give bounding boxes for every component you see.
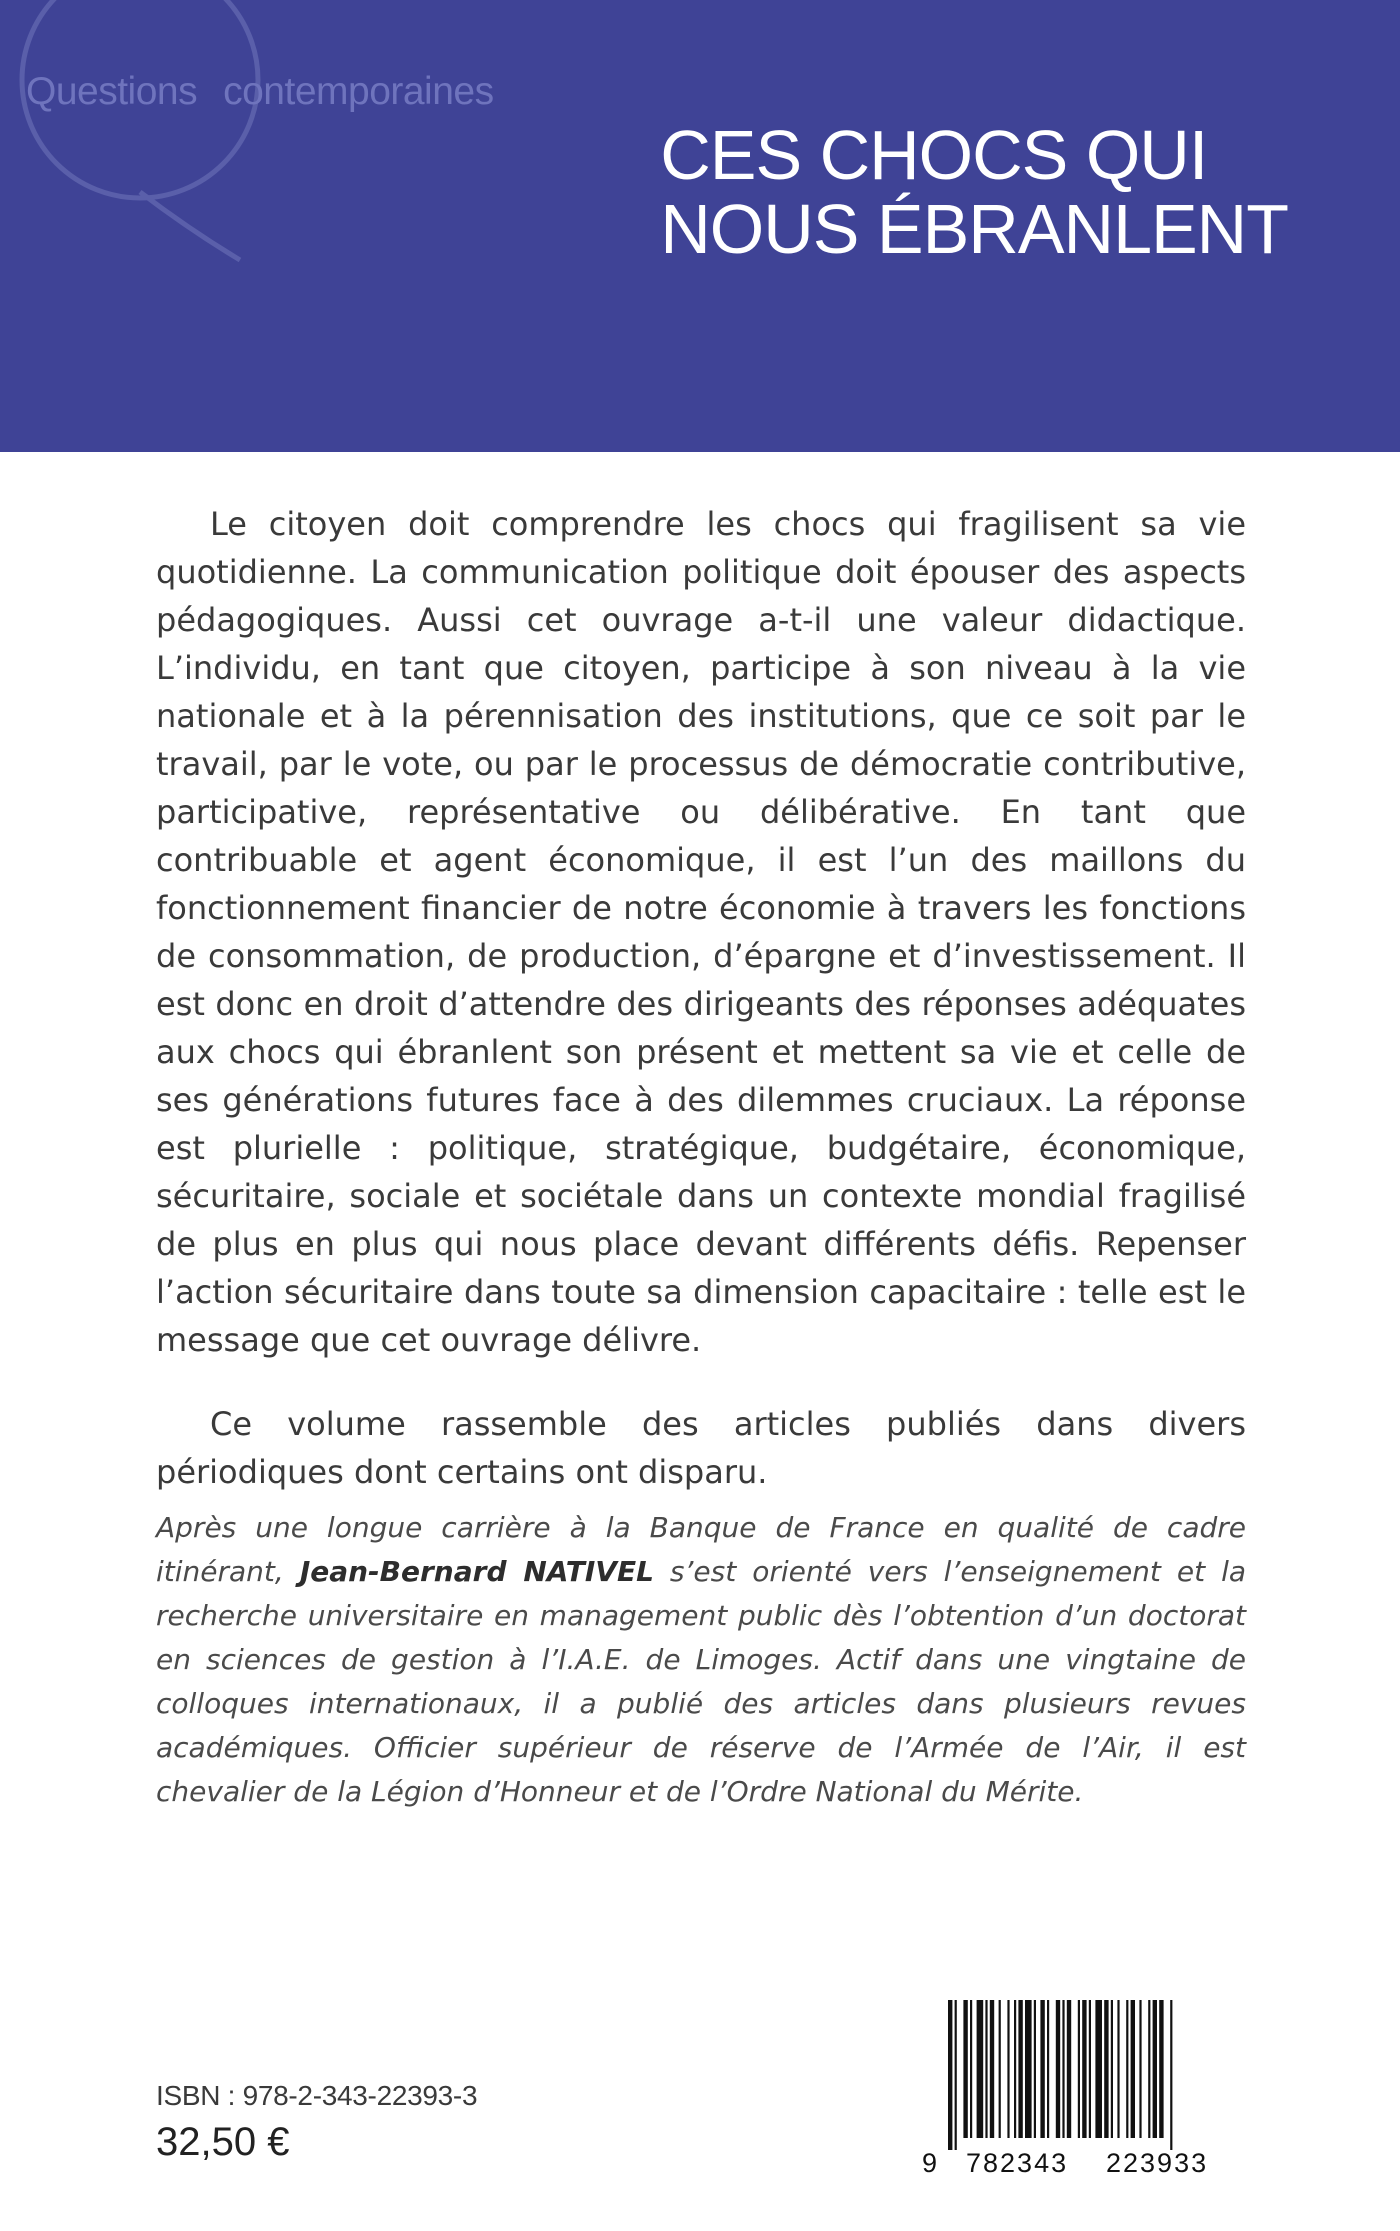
price-label: 32,50 € (156, 2120, 290, 2164)
barcode-bar (977, 2000, 984, 2138)
series-q-logo-icon (0, 0, 310, 270)
barcode-bar (1159, 2000, 1163, 2138)
author-name: Jean-Bernard NATIVEL (299, 1555, 654, 1588)
barcode-bar (970, 2000, 972, 2138)
barcode-bar (948, 2000, 952, 2150)
barcode-bar (1117, 2000, 1119, 2138)
barcode-bar (1018, 2000, 1022, 2138)
barcode-bar (1047, 2000, 1049, 2138)
barcode-bar (990, 2000, 994, 2138)
barcode-bars-icon (948, 2000, 1238, 2150)
barcode-bar (1007, 2000, 1009, 2138)
author-bio-intro: Après une longue carrière à la Banque de France en qualité de cadre itinérant, (156, 1511, 1246, 1588)
blurb-paragraph-1: Le citoyen doit comprendre les chocs qui fragilisent sa vie quotidienne. La communication politique doit épouser des aspects pédagogiques. Aussi cet ouvrage a-t-il une valeur didactique. L’individu, en tant que citoyen, participe à son niveau à la vie nationale et à la pérennisation des institutions, que ce soit par le travail, par le vote, ou par le processus de démocratie contributive, participative, représentative ou délibérative. En tant que contribuable et agent économique, il est l’un des maillons du fonctionnement financier de notre économie à travers les fonctions de consommation, de production, d’épargne et d’investissement. Il est donc en droit d’attendre des dirigeants des réponses adéquates aux chocs qui ébranlent son présent et mettent sa vie et celle de ses générations futures face à des dilemmes cruciaux. La réponse est plurielle : politique, stratégique, budgétaire, économique, sécuritaire, sociale et sociétale dans un contexte mondial fragilisé de plus en plus qui nous place devant différents défis. Repenser l’action sécuritaire dans toute sa dimension capacitaire : telle est le message que cet ouvrage délivre. (156, 505, 1246, 1359)
back-cover-blurb (156, 500, 1246, 1496)
barcode-bar (1062, 2000, 1064, 2138)
barcode-digits-left: 782343 (966, 2148, 1069, 2178)
book-title-line1: CES CHOCS QUI (660, 116, 1208, 194)
isbn-label: ISBN : 978-2-343-22393-3 (156, 2080, 478, 2111)
series-word-questions: Questions (26, 70, 198, 113)
book-title-line2: NOUS ÉBRANLENT (660, 190, 1288, 268)
barcode-bar (1089, 2000, 1091, 2138)
barcode-bar (1034, 2000, 1036, 2138)
barcode-bar (1082, 2000, 1086, 2138)
barcode-digits-right: 223933 (1106, 2148, 1209, 2178)
barcode-bar (999, 2000, 1001, 2138)
barcode-bar (1148, 2000, 1150, 2138)
book-title (660, 118, 1288, 266)
barcode-bar (1040, 2000, 1044, 2138)
barcode-bar (1014, 2000, 1016, 2138)
barcode-bar (1153, 2000, 1157, 2138)
barcode-bar (1139, 2000, 1141, 2138)
barcode-bar (1078, 2000, 1080, 2138)
barcode-bar (985, 2000, 987, 2138)
barcode-bar (1126, 2000, 1128, 2138)
barcode-bar (1025, 2000, 1032, 2138)
series-name (26, 70, 494, 114)
barcode-bar (1170, 2000, 1172, 2150)
author-bio (156, 1506, 1246, 1814)
author-bio-rest: s’est orienté vers l’enseignement et la recherche universitaire en management public dès l’obtention d’un doctorat en sciences de gestion à l’I.A.E. de Limoges. Actif dans une vingtaine de colloques internationaux, il a publié des articles dans plusieurs revues académiques. Officier supérieur de réserve de l’Armée de l’Air, il est chevalier de la Légion d’Honneur et de l’Ordre National du Mérite. (156, 1555, 1247, 1808)
barcode-bar (1131, 2000, 1135, 2138)
barcode-bar (1111, 2000, 1113, 2138)
barcode-bar (963, 2000, 967, 2138)
blurb-paragraph-2: Ce volume rassemble des articles publiés dans divers périodiques dont certains ont disparu. (156, 1405, 1246, 1491)
header-band (0, 0, 1400, 452)
barcode-digit-first: 9 (922, 2148, 939, 2178)
barcode-bar (1056, 2000, 1060, 2138)
barcode (918, 2000, 1238, 2186)
barcode-bar (1104, 2000, 1108, 2138)
barcode-bar (1067, 2000, 1071, 2138)
barcode-bar (1095, 2000, 1102, 2138)
barcode-bar (955, 2000, 957, 2150)
series-word-contemporaines: contemporaines (223, 70, 494, 113)
